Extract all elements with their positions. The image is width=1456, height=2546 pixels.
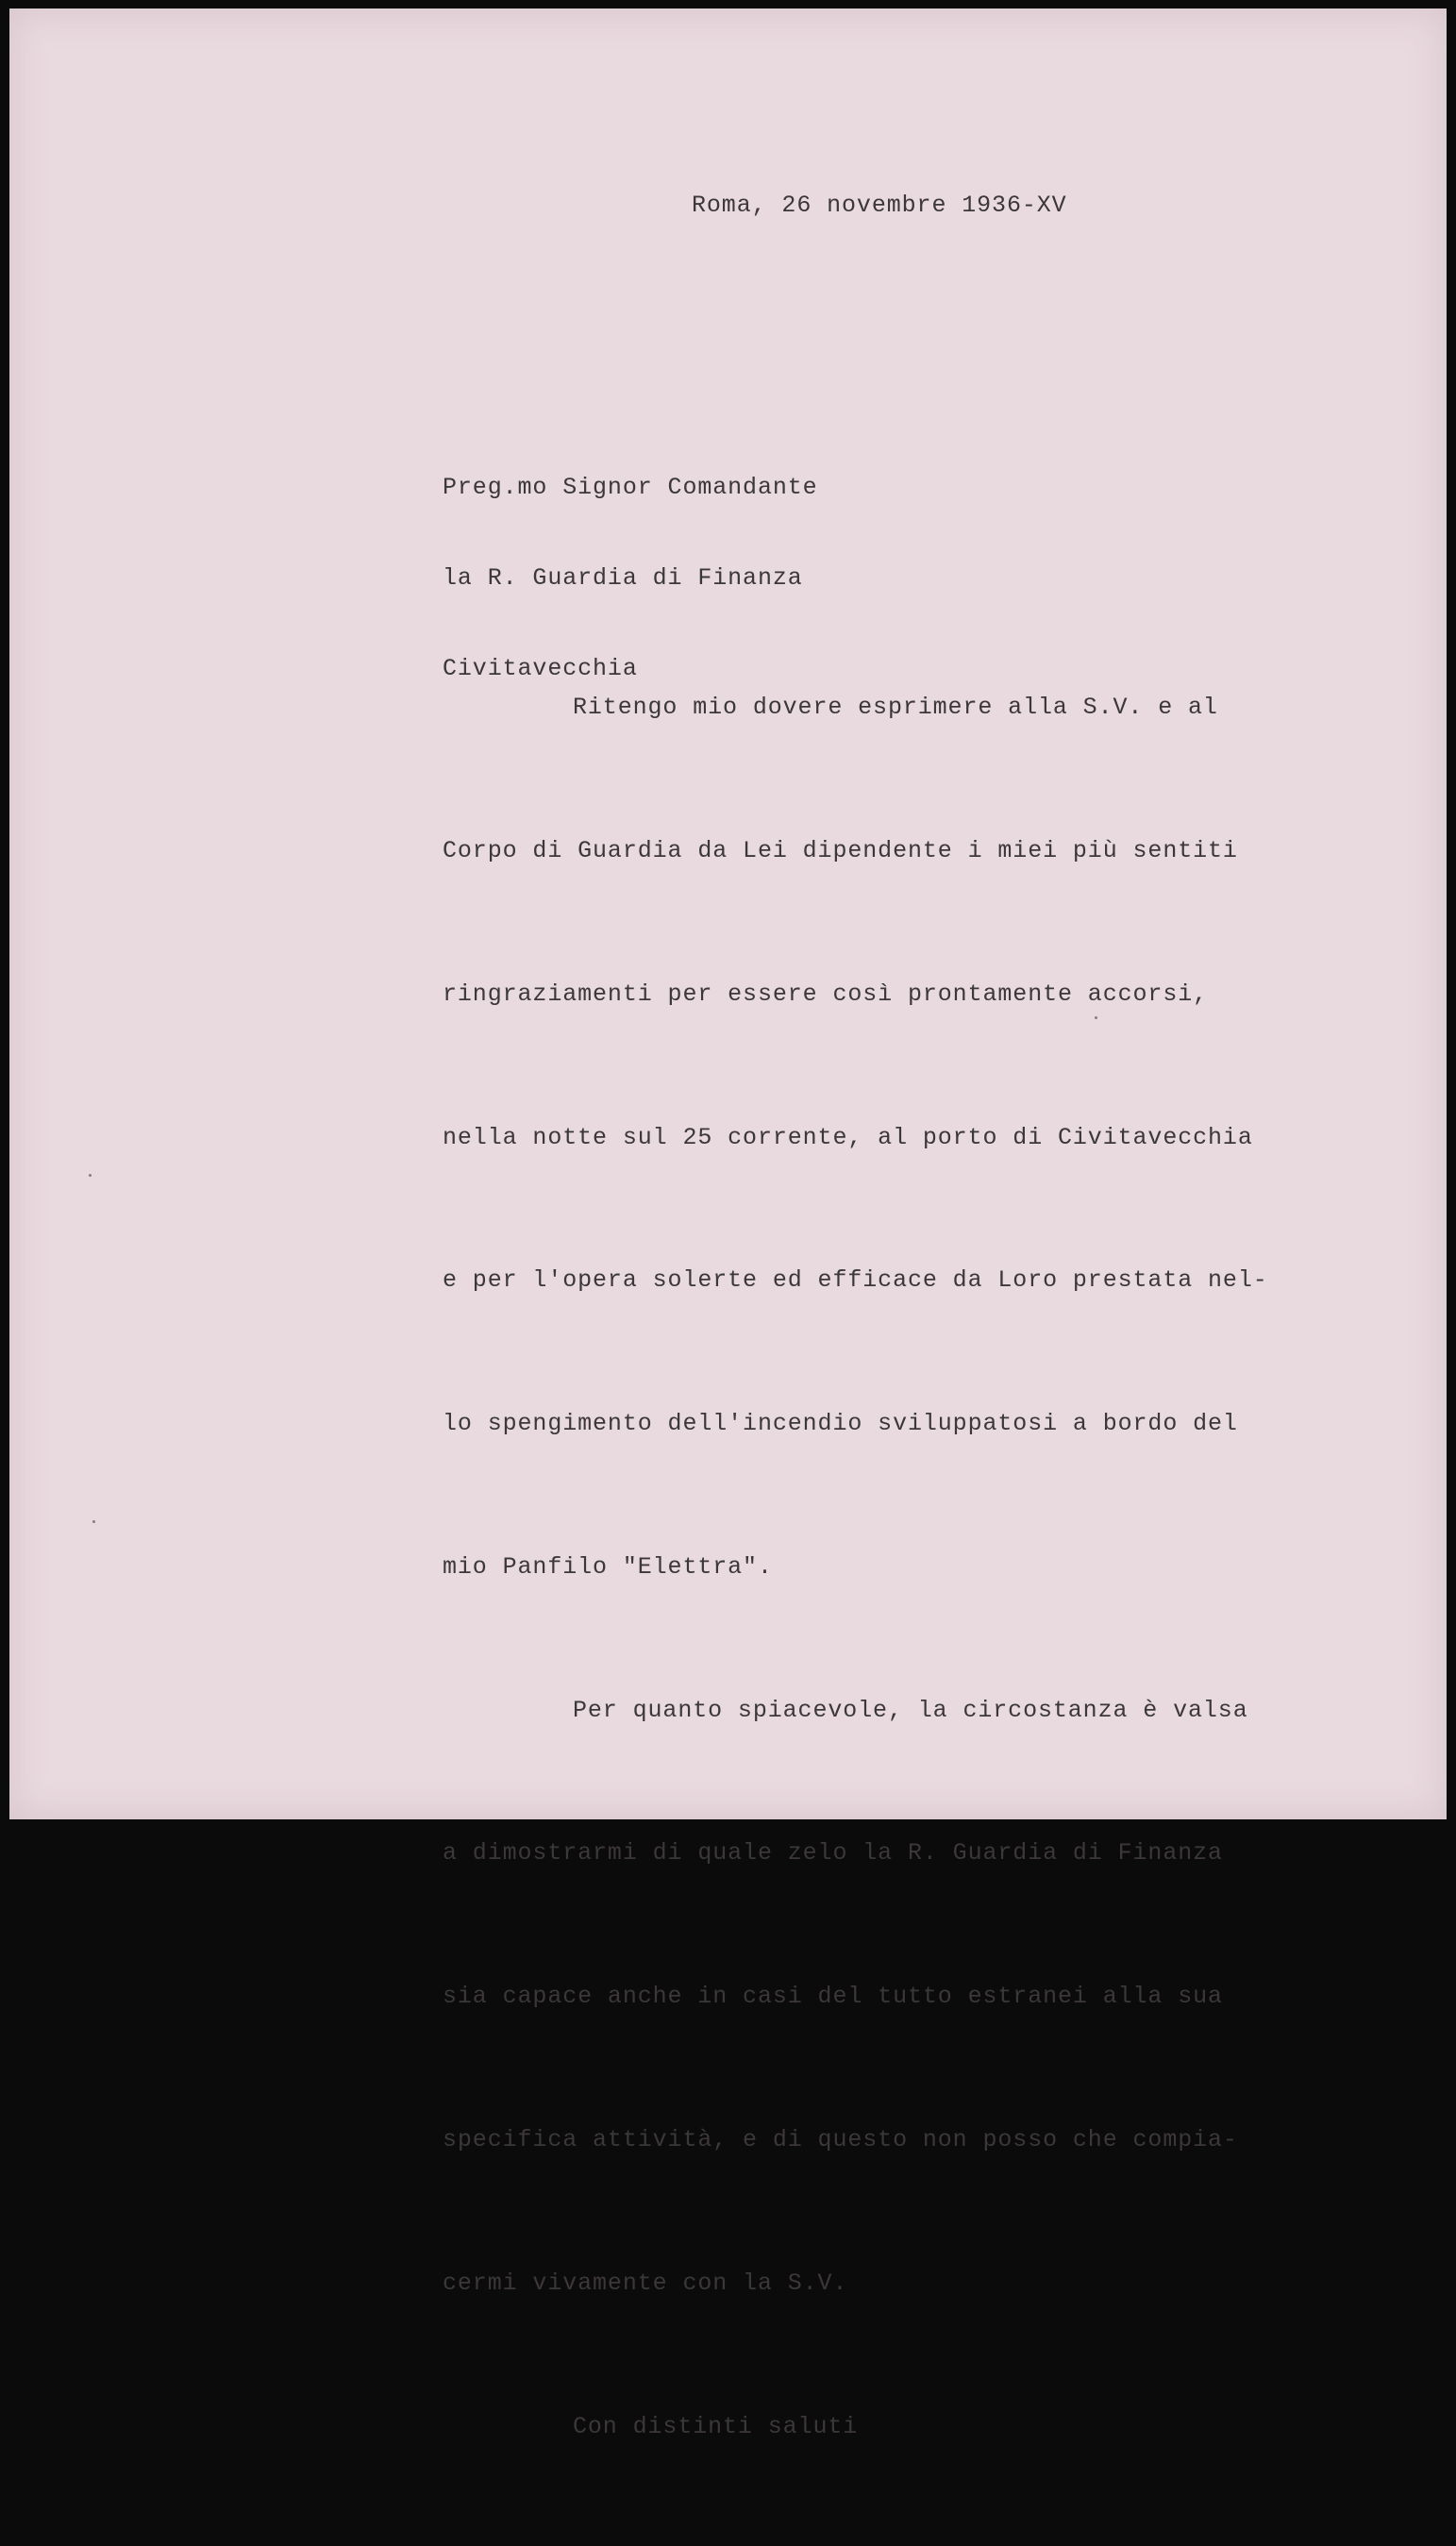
body-line: ringraziamenti per essere così prontamente accorsi, [443,980,1209,1008]
recipient-line: Civitavecchia [443,655,638,682]
body-line: nella notte sul 25 corrente, al porto di Civitavecchia [443,1123,1253,1151]
body-line: lo spengimento dell'incendio sviluppatosi a bordo del [443,1410,1238,1438]
body-line: Corpo di Guardia da Lei dipendente i miei più sentiti [443,836,1238,864]
body-line: e per l'opera solerte ed efficace da Loro prestata nel- [443,1266,1268,1295]
body-line: mio Panfilo "Elettra". [443,1552,773,1581]
body-line: specifica attività, e di questo non posso che compia- [443,2126,1238,2153]
paper-speck [92,1520,95,1523]
recipient-line: Preg.mo Signor Comandante [443,474,818,501]
letter-page [9,8,1447,2440]
letter-body [443,589,1348,2546]
date-line: Roma, 26 novembre 1936-XV [692,192,1067,219]
body-line: sia capace anche in casi del tutto estranei alla sua [443,1983,1223,2011]
recipient-line: la R. Guardia di Finanza [443,564,803,592]
body-line: cermi vivamente con la S.V. [443,2269,848,2297]
body-line: Per quanto spiacevole, la circostanza è valsa [573,1696,1248,1724]
body-line: Con distinti saluti [573,2412,859,2440]
paper-speck [1095,1016,1097,1019]
body-line: a dimostrarmi di quale zelo la R. Guardia di Finanza [443,1839,1223,1868]
paper-speck [89,1174,92,1177]
body-line: Ritengo mio dovere esprimere alla S.V. e al [573,694,1218,722]
